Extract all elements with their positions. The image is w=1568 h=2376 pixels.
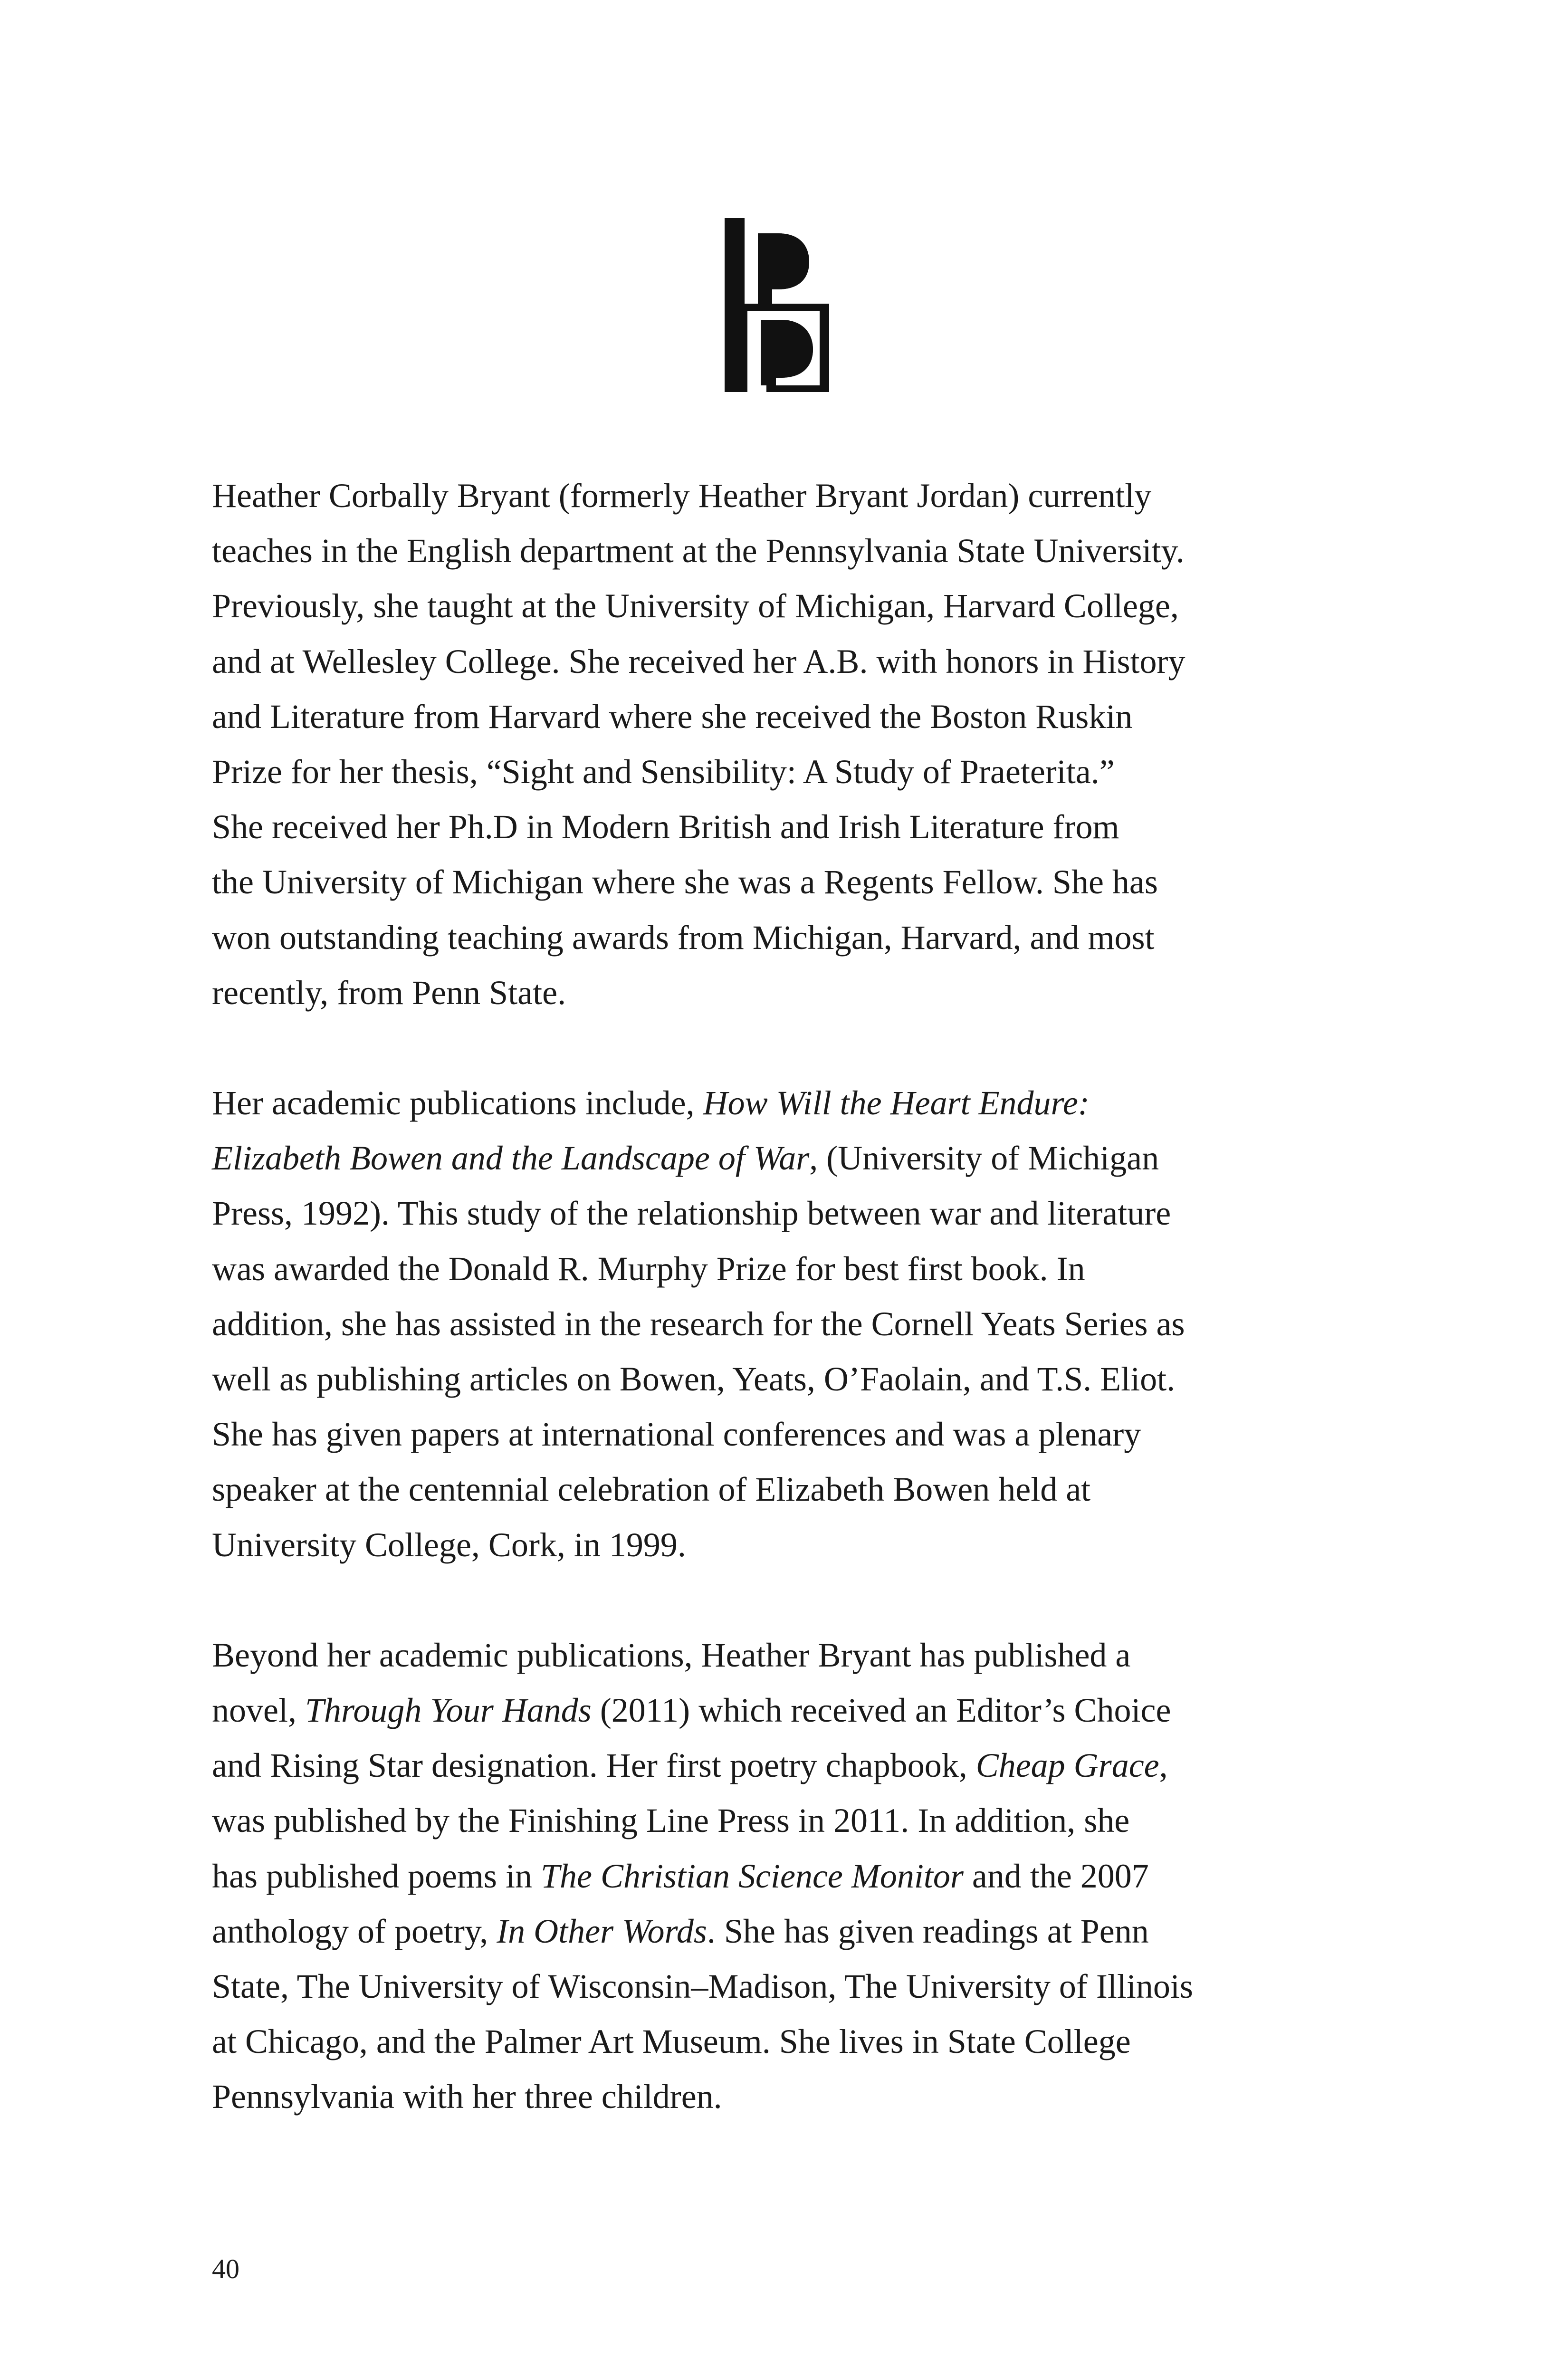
text-line: and at Wellesley College. She received her A.B. with honors in History xyxy=(212,642,1186,680)
text-line: teaches in the English department at the Pennsylvania State University. xyxy=(212,532,1185,570)
text-line xyxy=(212,1904,1371,1959)
text-run: and the 2007 xyxy=(963,1857,1149,1895)
text-line: addition, she has assisted in the research for the Cornell Yeats Series as xyxy=(212,1304,1185,1343)
text-line: She received her Ph.D in Modern British and Irish Literature from xyxy=(212,808,1119,846)
text-line: State, The University of Wisconsin–Madison, The University of Illinois xyxy=(212,1967,1193,2006)
text-line: Beyond her academic publications, Heather Bryant has published a xyxy=(212,1636,1131,1674)
text-run: has published poems in xyxy=(212,1857,541,1895)
book-title: Cheap Grace xyxy=(975,1746,1159,1785)
bio-paragraph-3 xyxy=(212,1628,1371,2125)
page-number: 40 xyxy=(212,2253,239,2284)
text-line: University College, Cork, in 1999. xyxy=(212,1525,686,1564)
text-line xyxy=(212,1738,1371,1793)
text-line: well as publishing articles on Bowen, Yeats, O’Faolain, and T.S. Eliot. xyxy=(212,1360,1176,1399)
author-biography xyxy=(212,468,1371,2125)
book-title: How Will the Heart Endure: xyxy=(703,1084,1090,1122)
bio-paragraph-2 xyxy=(212,1075,1371,1572)
text-line: speaker at the centennial celebration of Elizabeth Bowen held at xyxy=(212,1470,1091,1509)
text-line: was published by the Finishing Line Press in 2011. In addition, she xyxy=(212,1801,1130,1840)
text-line: Heather Corbally Bryant (formerly Heather Bryant Jordan) currently xyxy=(212,477,1152,515)
book-title: In Other Words xyxy=(497,1912,707,1950)
text-run: anthology of poetry, xyxy=(212,1912,497,1950)
text-line xyxy=(212,1131,1371,1186)
text-run: and Rising Star designation. Her first poetry chapbook, xyxy=(212,1746,976,1785)
text-line xyxy=(212,1683,1371,1738)
text-line: Prize for her thesis, “Sight and Sensibility: A Study of Praeterita.” xyxy=(212,753,1115,791)
text-line: at Chicago, and the Palmer Art Museum. She lives in State College xyxy=(212,2022,1131,2061)
text-line: recently, from Penn State. xyxy=(212,973,566,1012)
publication-title: The Christian Science Monitor xyxy=(540,1857,964,1895)
text-run: , (University of Michigan xyxy=(809,1139,1159,1178)
text-line: was awarded the Donald R. Murphy Prize for best first book. In xyxy=(212,1249,1085,1288)
text-line: She has given papers at international conferences and was a plenary xyxy=(212,1415,1141,1454)
text-line: Press, 1992). This study of the relationship between war and literature xyxy=(212,1194,1171,1233)
text-line: and Literature from Harvard where she received the Boston Ruskin xyxy=(212,697,1133,736)
text-run: , xyxy=(1159,1746,1168,1785)
publisher-logo xyxy=(724,218,830,392)
pp-monogram-icon xyxy=(724,218,830,392)
text-line: Pennsylvania with her three children. xyxy=(212,2078,722,2116)
text-run: Her academic publications include, xyxy=(212,1084,703,1122)
book-title: Through Your Hands xyxy=(305,1691,592,1730)
bio-paragraph-1 xyxy=(212,468,1371,1020)
text-run: . She has given readings at Penn xyxy=(707,1912,1149,1950)
text-run: (2011) which received an Editor’s Choice xyxy=(591,1691,1171,1730)
text-run: novel, xyxy=(212,1691,305,1730)
text-line: won outstanding teaching awards from Michigan, Harvard, and most xyxy=(212,918,1155,957)
book-title: Elizabeth Bowen and the Landscape of War xyxy=(212,1139,810,1178)
text-line xyxy=(212,1075,1371,1131)
text-line: the University of Michigan where she was a Regents Fellow. She has xyxy=(212,863,1158,901)
text-line xyxy=(212,1849,1371,1904)
text-line: Previously, she taught at the University of Michigan, Harvard College, xyxy=(212,587,1179,625)
